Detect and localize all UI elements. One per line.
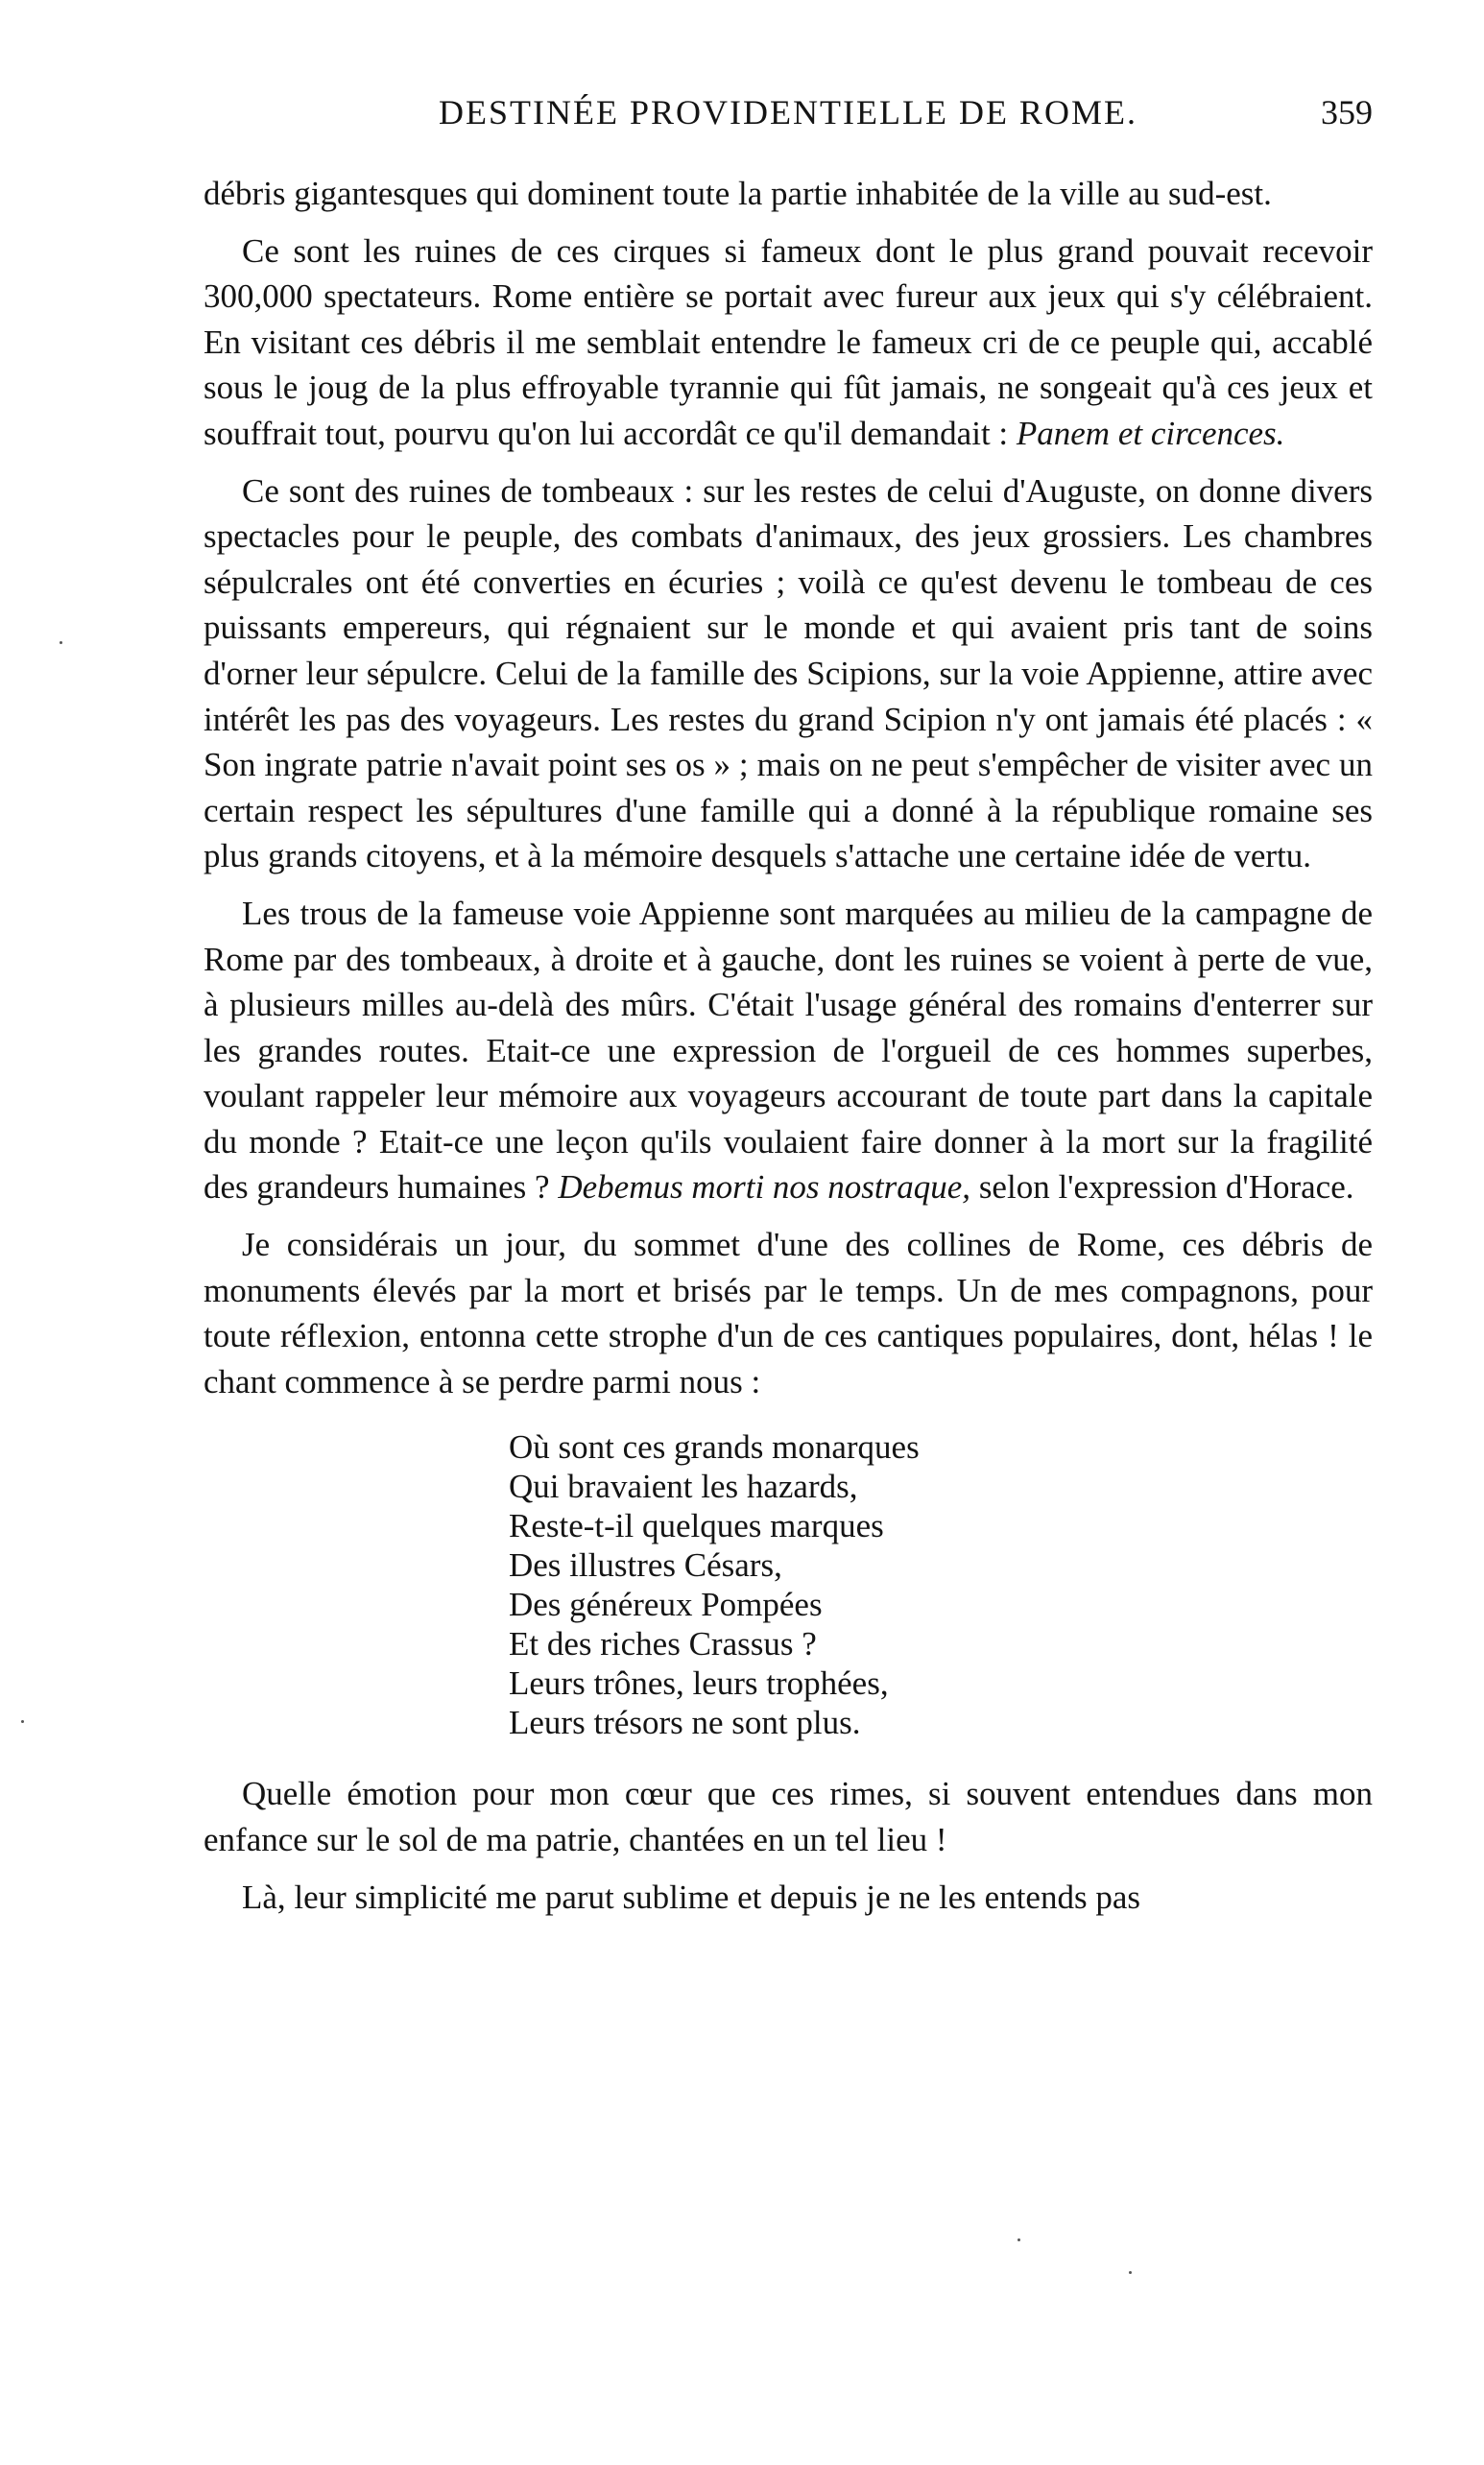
latin-quote: Debemus morti nos nostraque, <box>558 1168 971 1207</box>
scan-speck <box>21 1720 24 1723</box>
paragraph-tombeaux <box>203 468 1373 879</box>
paragraph-tail: selon l'expression d'Horace. <box>970 1168 1354 1207</box>
book-page <box>203 92 1373 1931</box>
verse-line: Des illustres Césars, <box>509 1546 782 1585</box>
paragraph-voie-appienne <box>203 891 1373 1210</box>
paragraph-emotion <box>203 1771 1373 1862</box>
paragraph-continuation <box>203 171 1373 217</box>
verse-line: Où sont ces grands monarques <box>509 1428 920 1467</box>
paragraph-text: débris gigantesques qui dominent toute la partie inhabitée de la ville au sud-est. <box>203 175 1272 212</box>
verse-line: Qui bravaient les hazards, <box>509 1468 858 1506</box>
verse-line: Leurs trônes, leurs trophées, <box>509 1664 889 1703</box>
scan-speck <box>1129 2271 1132 2274</box>
verse-line: Et des riches Crassus ? <box>509 1625 817 1663</box>
scan-speck <box>60 641 62 644</box>
paragraph-text: Là, leur simplicité me parut sublime et depuis je ne les entends pas <box>242 1878 1140 1916</box>
verse-line: Des généreux Pompées <box>509 1586 823 1624</box>
scan-speck <box>1017 2238 1020 2241</box>
paragraph-text: Les trous de la fameuse voie Appienne sont marquées au milieu de la campagne de Rome par des tombeaux, à droite et à gauche, dont les ruines se voient à perte de vue, à plusieurs milles au-delà des mûrs. C'était l'usage général des romains d'enterrer sur les grandes routes. Etait-ce une expression de l'orgueil de ces hommes superbes, voulant rappeler leur mémoire aux voyageurs accourant de toute part dans la capitale du monde ? Etait-ce une leçon qu'ils voulaient faire donner à la mort sur la fragilité des grandeurs humaines ? <box>203 894 1373 1207</box>
paragraph-cirques <box>203 228 1373 457</box>
paragraph-text: Je considérais un jour, du sommet d'une des collines de Rome, ces débris de monuments élevés par la mort et brisés par le temps. Un de mes compagnons, pour toute réflexion, entonna cette strophe d'un de ces cantiques populaires, dont, hélas ! le chant commence à se perdre parmi nous : <box>203 1226 1373 1400</box>
paragraph-text: Ce sont les ruines de ces cirques si fameux dont le plus grand pouvait recevoir 300,000 spectateurs. Rome entière se portait avec fureur aux jeux qui s'y célébraient. En visitant ces débris il me semblait entendre le fameux cri de ce peuple qui, accablé sous le joug de la plus effroyable tyrannie qui fût jamais, ne songeait qu'à ces jeux et souffrait tout, pourvu qu'on lui accordât ce qu'il demandait : <box>203 231 1373 452</box>
verse-stanza <box>509 1427 1373 1742</box>
latin-quote: Panem et circences. <box>1016 414 1285 452</box>
page-number: 359 <box>1321 93 1373 132</box>
paragraph-simplicite <box>203 1875 1373 1921</box>
paragraph-collines <box>203 1222 1373 1404</box>
paragraph-text: Quelle émotion pour mon cœur que ces rimes, si souvent entendues dans mon enfance sur le sol de ma patrie, chantées en un tel lieu ! <box>203 1775 1373 1859</box>
running-title: DESTINÉE PROVIDENTIELLE DE ROME. <box>439 93 1137 132</box>
verse-line: Leurs trésors ne sont plus. <box>509 1704 861 1742</box>
running-head <box>203 92 1373 150</box>
paragraph-text: Ce sont des ruines de tombeaux : sur les restes de celui d'Auguste, on donne divers spectacles pour le peuple, des combats d'animaux, des jeux grossiers. Les chambres sépulcrales ont été converties en écuries ; voilà ce qu'est devenu le tombeau de ces puissants empereurs, qui régnaient sur le monde et qui avaient pris tant de soins d'orner leur sépulcre. Celui de la famille des Scipions, sur la voie Appienne, attire avec intérêt les pas des voyageurs. Les restes du grand Scipion n'y ont jamais été placés : « Son ingrate patrie n'avait point ses os » ; mais on ne peut s'empêcher de visiter avec un certain respect les sépultures d'une famille qui a donné à la république romaine ses plus grands citoyens, et à la mémoire desquels s'attache une certaine idée de vertu. <box>203 471 1373 875</box>
verse-line: Reste-t-il quelques marques <box>509 1507 884 1545</box>
